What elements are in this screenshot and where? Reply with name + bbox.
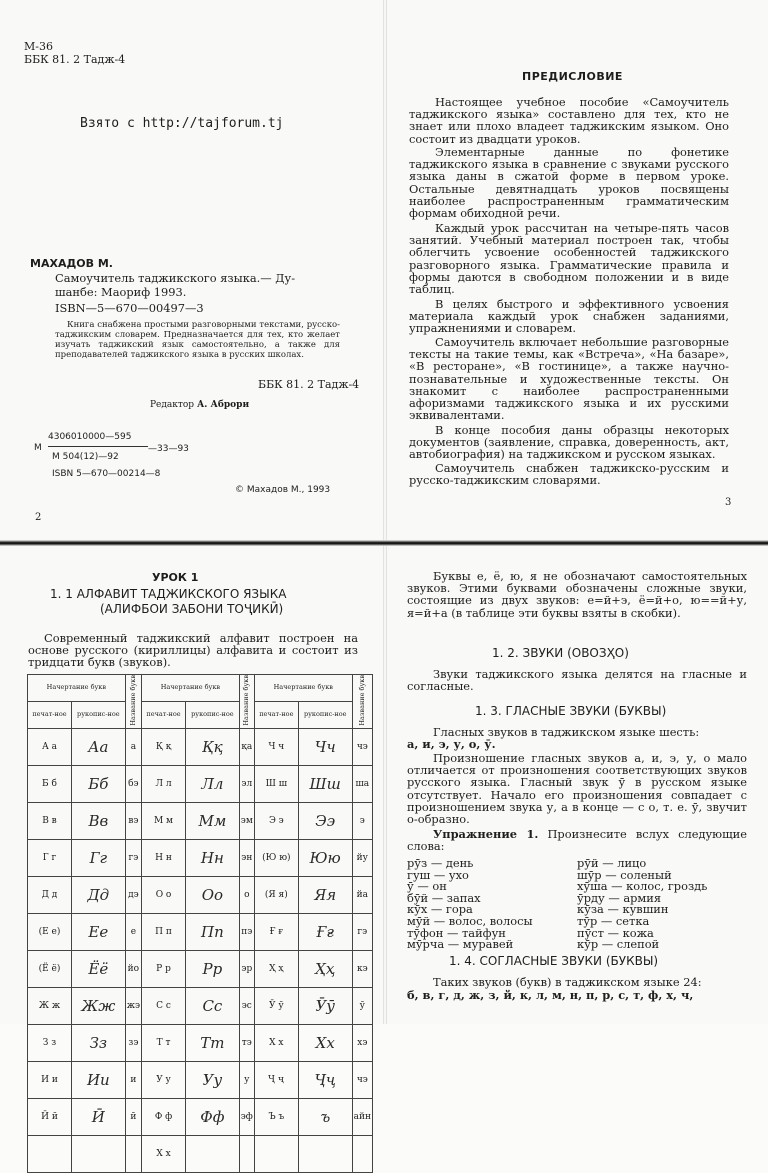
- author-name: МАХАДОВ М.: [30, 257, 113, 270]
- page-top-right: [387, 0, 768, 540]
- printed-letter: Л л: [142, 765, 186, 802]
- printed-letter: У у: [142, 1061, 186, 1098]
- table-row: [28, 802, 373, 839]
- word-list-left: [407, 858, 533, 951]
- printed-letter: А а: [28, 728, 72, 765]
- handwritten-letter: Ҳҳ: [298, 950, 352, 987]
- printed-letter: Ғ ғ: [254, 913, 298, 950]
- table-row: [28, 913, 373, 950]
- printed-letter: Ъ ъ: [254, 1098, 298, 1135]
- printed-letter: (Ю ю): [254, 839, 298, 876]
- printed-letter: Т т: [142, 1024, 186, 1061]
- vowels-list: а, и, э, у, о, ӯ.: [407, 737, 496, 751]
- table-row: [28, 728, 373, 765]
- letter-name: эф: [239, 1098, 254, 1135]
- handwritten-letter: Ӯӯ: [298, 987, 352, 1024]
- header-handwritten: рукопис-ное: [298, 701, 352, 728]
- list-item: мӯрча — муравей: [407, 937, 514, 952]
- printed-letter: О о: [142, 876, 186, 913]
- letter-name: йа: [352, 876, 372, 913]
- header-form: Начертание букв: [142, 675, 240, 702]
- letter-name: у: [239, 1061, 254, 1098]
- isbn-main: ISBN—5—670—00497—3: [55, 301, 204, 315]
- letter-name: чэ: [352, 728, 372, 765]
- printed-letter: Д д: [28, 876, 72, 913]
- handwritten-letter: Ҷҷ: [298, 1061, 352, 1098]
- letter-name: бэ: [125, 765, 141, 802]
- handwritten-letter: Ққ: [186, 728, 240, 765]
- printed-letter: Х х: [142, 1135, 186, 1172]
- printed-letter: Қ қ: [142, 728, 186, 765]
- letter-name: о: [239, 876, 254, 913]
- letter-name: гэ: [125, 839, 141, 876]
- header-name: Название букв: [128, 675, 137, 726]
- page-number: 3: [725, 497, 732, 508]
- annotation: Книга снабжена простыми разговорными текстами, русско-таджикским словарем. Предназначается для тех, кто желает изучать таджикский язык самостоятельно, а также для преподавателей таджикского языка в русских школах.: [55, 320, 340, 360]
- handwritten-letter: Жж: [71, 987, 125, 1024]
- printed-letter: И и: [28, 1061, 72, 1098]
- handwritten-letter: Пп: [186, 913, 240, 950]
- handwritten-letter: Ии: [71, 1061, 125, 1098]
- header-name: Название букв: [357, 675, 366, 726]
- letter-name: айн: [352, 1098, 372, 1135]
- letter-name: кэ: [352, 950, 372, 987]
- catalog-letter: М: [34, 443, 42, 453]
- handwritten-letter: Зз: [71, 1024, 125, 1061]
- handwritten-letter: Оо: [186, 876, 240, 913]
- book-title-line2: шанбе: Маориф 1993.: [55, 285, 187, 299]
- list-item: хӯша — колос, гроздь: [577, 879, 708, 894]
- printed-letter: Ч ч: [254, 728, 298, 765]
- handwritten-letter: Юю: [298, 839, 352, 876]
- printed-letter: Ӣ ӣ: [28, 1098, 72, 1135]
- header-name: Название букв: [242, 675, 251, 726]
- list-item: рӯз — день: [407, 856, 474, 870]
- letter-name: ӣ: [125, 1098, 141, 1135]
- page-bottom-right: [387, 546, 768, 1024]
- handwritten-letter: Рр: [186, 950, 240, 987]
- section-heading: 1. 1 АЛФАВИТ ТАДЖИКСКОГО ЯЗЫКА: [50, 587, 287, 601]
- letter-name: чэ: [352, 1061, 372, 1098]
- handwritten-letter: Сс: [186, 987, 240, 1024]
- vowels-heading: 1. 3. ГЛАСНЫЕ ЗВУКИ (БУКВЫ): [475, 704, 667, 718]
- consonants-list: б, в, г, д, ж, з, й, к, л, м, н, п, р, с, т, ф, х, ч,: [407, 988, 694, 1002]
- table-row: [28, 950, 373, 987]
- handwritten-letter: Ӣ: [71, 1098, 125, 1135]
- printed-letter: [254, 1135, 298, 1172]
- composite-letters-note: Буквы е, ё, ю, я не обозначают самостоятельных звуков. Этими буквами обозначены сложные звуки, состоящие из двух звуков: е=й+э, ё=й+о, ю==й+у, я=й+а (в таблице эти буквы взяты в скобки).: [407, 569, 747, 620]
- printed-letter: (Ё ё): [28, 950, 72, 987]
- list-item: бӯй — запах: [407, 890, 481, 905]
- handwritten-letter: Ғғ: [298, 913, 352, 950]
- handwritten-letter: Хх: [298, 1024, 352, 1061]
- header-handwritten: рукопис-ное: [186, 701, 240, 728]
- letter-name: эн: [239, 839, 254, 876]
- preface-p5: Самоучитель включает небольшие разговорные тексты на такие темы, как «Встреча», «На базаре», «В ресторане», «В гостинице», а также научно-познавательные и художественные тексты. Он знакомит с наиболее распространенными афоризмами таджикского языка и их русскими эквивалентами.: [409, 335, 729, 423]
- letter-name: эм: [239, 802, 254, 839]
- isbn-secondary: ISBN 5—670—00214—8: [52, 469, 161, 479]
- sounds-text: Звуки таджикского языка делятся на гласные и согласные.: [407, 667, 747, 694]
- book-title-line1: Самоучитель таджикского языка.— Ду-: [55, 271, 296, 285]
- catalog-number-side: —33—93: [148, 444, 189, 454]
- table-row: [28, 765, 373, 802]
- letter-name: жэ: [125, 987, 141, 1024]
- table-row: [28, 876, 373, 913]
- table-row: [28, 1098, 373, 1135]
- header-printed: печат-ное: [28, 701, 72, 728]
- list-item: кӯза — кувшин: [577, 902, 669, 917]
- preface-p2: Элементарные данные по фонетике таджикского языка в сравнение с звуками русского языка даны в сжатой форме в первом уроке. Остальные девятнадцать уроков посвящены наиболее распространенным грамматическим формам обиходной речи.: [409, 145, 729, 221]
- list-item: ӯрду — армия: [577, 890, 662, 905]
- letter-name: э: [352, 802, 372, 839]
- handwritten-letter: Бб: [71, 765, 125, 802]
- page-divider: [0, 540, 768, 546]
- catalog-number-top: 4306010000—595: [48, 432, 132, 442]
- vowels-count: Гласных звуков в таджикском языке шесть:: [433, 725, 700, 739]
- handwritten-letter: Аа: [71, 728, 125, 765]
- handwritten-letter: Ее: [71, 913, 125, 950]
- consonants-heading: 1. 4. СОГЛАСНЫЕ ЗВУКИ (БУКВЫ): [449, 954, 659, 968]
- letter-name: [239, 1135, 254, 1172]
- preface-p7: Самоучитель снабжен таджикско-русским и русско-таджикским словарями.: [409, 461, 729, 488]
- preface-p4: В целях быстрого и эффективного усвоения материала каждый урок снабжен заданиями, упражнениями и словарем.: [409, 297, 729, 336]
- list-item: тӯфон — тайфун: [407, 925, 506, 940]
- list-item: шӯр — соленый: [577, 867, 672, 882]
- letter-name: қа: [239, 728, 254, 765]
- handwritten-letter: [298, 1135, 352, 1172]
- printed-letter: З з: [28, 1024, 72, 1061]
- handwritten-letter: ъ: [298, 1098, 352, 1135]
- printed-letter: Р р: [142, 950, 186, 987]
- printed-letter: С с: [142, 987, 186, 1024]
- list-item: гуш — ухо: [407, 867, 469, 882]
- fraction-line: [48, 446, 148, 447]
- printed-letter: Ӯ ӯ: [254, 987, 298, 1024]
- list-item: тӯр — сетка: [577, 913, 650, 928]
- letter-name: эр: [239, 950, 254, 987]
- header-printed: печат-ное: [142, 701, 186, 728]
- vowels-pronunciation: Произношение гласных звуков а, и, э, у, о мало отличается от произношения соответствующих звуков русского языка. Гласный звук ӯ в русском языке отсутствует. Начало его произношения совпадает с произношением звука у, а в конце — с о, т. е. ӯ, звучит о-образно.: [407, 751, 747, 827]
- alphabet-intro: Современный таджикский алфавит построен на основе русского (кириллицы) алфавита и состоит из тридцати букв (звуков).: [28, 631, 358, 670]
- printed-letter: Ш ш: [254, 765, 298, 802]
- letter-name: дэ: [125, 876, 141, 913]
- preface-p3: Каждый урок рассчитан на четыре-пять часов занятий. Учебный материал построен так, чтобы облегчить усвоение особенностей таджикского разговорного языка. Грамматические правила и формы даются в свободном положении и в виде таблиц.: [409, 221, 729, 297]
- handwritten-letter: Чч: [298, 728, 352, 765]
- table-row: [28, 1061, 373, 1098]
- header-printed: печат-ное: [254, 701, 298, 728]
- handwritten-letter: Шш: [298, 765, 352, 802]
- handwritten-letter: Гг: [71, 839, 125, 876]
- list-item: пӯст — кожа: [577, 925, 654, 940]
- editor-name: А. Аброри: [196, 400, 250, 410]
- table-row: [28, 1135, 373, 1172]
- table-row: [28, 1024, 373, 1061]
- letter-name: гэ: [352, 913, 372, 950]
- list-item: ӯ — он: [407, 879, 447, 894]
- list-item: мӯй — волос, волосы: [407, 913, 533, 928]
- letter-name: ӯ: [352, 987, 372, 1024]
- page-number: 2: [35, 512, 42, 523]
- handwritten-letter: [186, 1135, 240, 1172]
- letter-name: эс: [239, 987, 254, 1024]
- handwritten-letter: Яя: [298, 876, 352, 913]
- catalog-number-bottom: М 504(12)—92: [52, 452, 119, 462]
- exercise-label: Упражнение 1.: [433, 827, 539, 841]
- handwritten-letter: [71, 1135, 125, 1172]
- printed-letter: Х х: [254, 1024, 298, 1061]
- handwritten-letter: Ёё: [71, 950, 125, 987]
- preface-p1: Настоящее учебное пособие «Самоучитель таджикского языка» составлено для тех, кто не знает или плохо владеет таджикским языком. Оно состоит из двадцати уроков.: [409, 95, 729, 146]
- printed-letter: Н н: [142, 839, 186, 876]
- handwritten-letter: Нн: [186, 839, 240, 876]
- printed-letter: П п: [142, 913, 186, 950]
- letter-name: тэ: [239, 1024, 254, 1061]
- letter-name: хэ: [352, 1024, 372, 1061]
- letter-name: [125, 1135, 141, 1172]
- header-form: Начертание букв: [254, 675, 352, 702]
- letter-name: е: [125, 913, 141, 950]
- word-list-right: [577, 858, 707, 951]
- header-handwritten: рукопис-ное: [71, 701, 125, 728]
- handwritten-letter: Вв: [71, 802, 125, 839]
- handwritten-letter: Лл: [186, 765, 240, 802]
- letter-name: [352, 1135, 372, 1172]
- watermark-text: Взято с http://tajforum.tj: [80, 116, 284, 131]
- copyright: © Махадов М., 1993: [235, 485, 331, 495]
- editor-credit: [150, 400, 249, 410]
- alphabet-table: [27, 674, 373, 1173]
- printed-letter: М м: [142, 802, 186, 839]
- letter-name: и: [125, 1061, 141, 1098]
- letter-name: зэ: [125, 1024, 141, 1061]
- section-subheading: (АЛИФБОИ ЗАБОНИ ТОҶИКӢ): [100, 602, 284, 616]
- catalog-code: М-36: [24, 40, 53, 53]
- printed-letter: Г г: [28, 839, 72, 876]
- letter-name: йо: [125, 950, 141, 987]
- table-row: [28, 839, 373, 876]
- spine-fold: [383, 0, 387, 1024]
- preface-heading: ПРЕДИСЛОВИЕ: [522, 70, 623, 83]
- printed-letter: [28, 1135, 72, 1172]
- letter-name: ша: [352, 765, 372, 802]
- bbk-code: ББК 81. 2 Тадж-4: [24, 53, 126, 66]
- page-bottom-left: [0, 546, 383, 1159]
- lesson-heading: УРОК 1: [152, 571, 199, 584]
- printed-letter: Ҳ ҳ: [254, 950, 298, 987]
- header-form: Начертание букв: [28, 675, 126, 702]
- letter-name: а: [125, 728, 141, 765]
- exercise-text: Произнесите вслух следующие слова:: [407, 827, 748, 854]
- printed-letter: (Е е): [28, 913, 72, 950]
- bbk-code-2: ББК 81. 2 Тадж-4: [258, 378, 360, 391]
- handwritten-letter: Уу: [186, 1061, 240, 1098]
- printed-letter: Б б: [28, 765, 72, 802]
- handwritten-letter: Ээ: [298, 802, 352, 839]
- letter-name: вэ: [125, 802, 141, 839]
- consonants-count: Таких звуков (букв) в таджикском языке 24:: [433, 975, 702, 989]
- editor-label: Редактор: [150, 400, 195, 410]
- printed-letter: (Я я): [254, 876, 298, 913]
- letter-name: эл: [239, 765, 254, 802]
- letter-name: йу: [352, 839, 372, 876]
- printed-letter: Э э: [254, 802, 298, 839]
- printed-letter: В в: [28, 802, 72, 839]
- preface-p6: В конце пособия даны образцы некоторых документов (заявление, справка, доверенность, акт, автобиография) на таджикском и русском языках.: [409, 423, 729, 462]
- printed-letter: Ж ж: [28, 987, 72, 1024]
- printed-letter: Ҷ ҷ: [254, 1061, 298, 1098]
- handwritten-letter: Фф: [186, 1098, 240, 1135]
- handwritten-letter: Дд: [71, 876, 125, 913]
- page-top-left: [0, 0, 383, 540]
- list-item: кӯр — слепой: [577, 937, 660, 952]
- list-item: рӯй — лицо: [577, 856, 647, 870]
- printed-letter: Ф ф: [142, 1098, 186, 1135]
- exercise-1: [407, 828, 747, 852]
- letter-name: пэ: [239, 913, 254, 950]
- handwritten-letter: Тт: [186, 1024, 240, 1061]
- list-item: кӯх — гора: [407, 902, 473, 917]
- table-row: [28, 987, 373, 1024]
- sounds-heading: 1. 2. ЗВУКИ (ОВОЗҲО): [492, 646, 629, 660]
- handwritten-letter: Мм: [186, 802, 240, 839]
